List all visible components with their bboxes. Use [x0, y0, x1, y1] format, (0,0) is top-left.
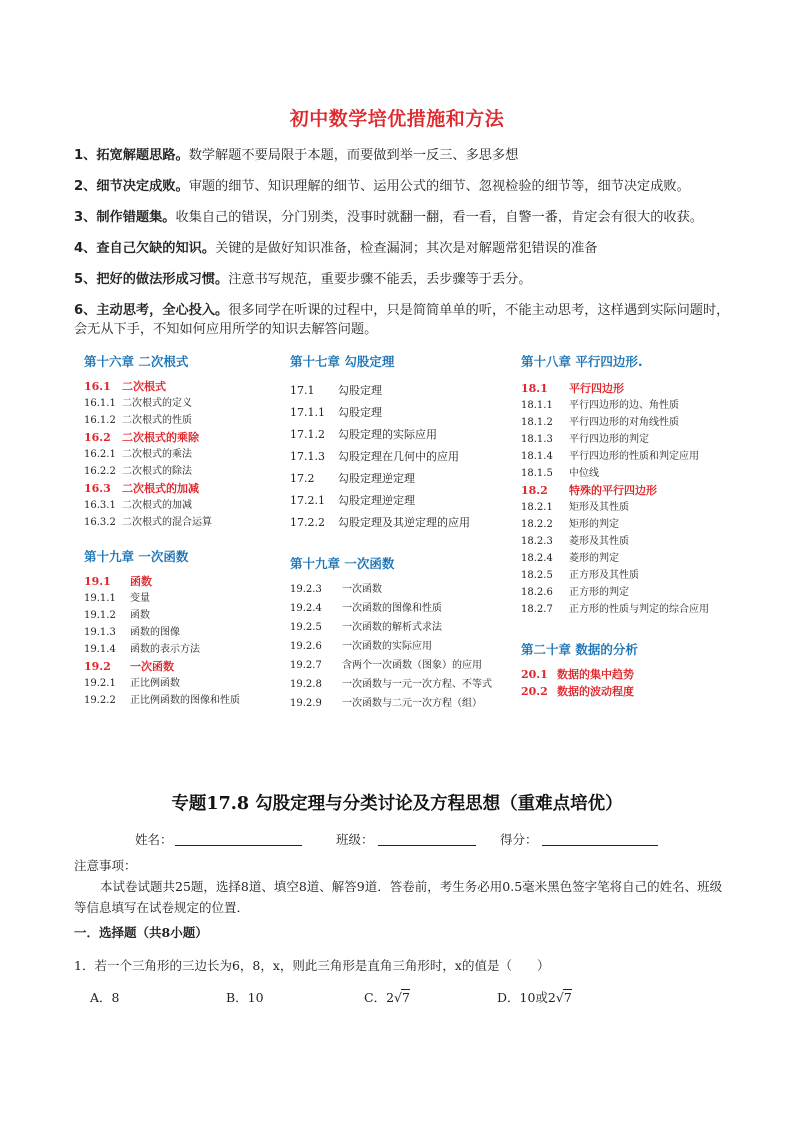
toc-item[interactable]	[290, 618, 520, 637]
toc-list	[290, 380, 520, 534]
toc-item-number: 19.2.8	[290, 679, 322, 690]
toc-item[interactable]	[290, 599, 520, 618]
toc-item[interactable]	[521, 482, 741, 499]
toc-item-label: 正方形的判定	[569, 587, 629, 598]
toc-item[interactable]	[84, 514, 284, 531]
section-title: 专题17.8 勾股定理与分类讨论及方程思想（重难点培优）	[171, 794, 623, 814]
tip-3: 3、制作错题集。收集自己的错误，分门别类，没事时就翻一翻，看一看，自警一番，肯定会有很大的收获。	[74, 210, 703, 225]
toc-item-number: 19.2.2	[84, 695, 116, 706]
toc-item-label: 函数的图像	[130, 627, 180, 638]
toc-item-label: 二次根式的性质	[122, 415, 192, 426]
toc-item[interactable]	[290, 402, 520, 424]
toc-item-label: 勾股定理的实际应用	[338, 428, 437, 441]
toc-item-number: 20.1	[521, 668, 548, 681]
part-heading: 一．选择题（共8小题）	[74, 925, 208, 940]
toc-item-number: 19.1.3	[84, 627, 116, 638]
toc-item-label: 一次函数的解析式求法	[342, 622, 442, 633]
toc-item[interactable]	[84, 480, 284, 497]
toc-item-label: 一次函数与二元一次方程（组）	[342, 698, 482, 709]
toc-item-label: 中位线	[569, 468, 599, 479]
toc-item-label: 正方形及其性质	[569, 570, 639, 581]
toc-item-label: 一次函数与一元一次方程、不等式	[342, 679, 492, 690]
class-field[interactable]	[378, 845, 476, 846]
toc-list	[521, 380, 741, 618]
toc-item-label: 勾股定理	[338, 406, 382, 419]
toc-item-number: 19.2.3	[290, 584, 322, 595]
toc-item[interactable]	[290, 656, 520, 675]
toc-item-number: 16.1	[84, 380, 111, 393]
toc-item-label: 二次根式的乘除	[122, 431, 199, 444]
toc-item-label: 矩形及其性质	[569, 502, 629, 513]
toc-item-number: 19.1.2	[84, 610, 116, 621]
toc-item-label: 勾股定理	[338, 384, 382, 397]
toc-item[interactable]	[521, 465, 741, 482]
toc-item-number: 18.2.3	[521, 536, 553, 547]
toc-item[interactable]	[84, 429, 284, 446]
toc-item-number: 17.1	[290, 384, 315, 397]
toc-item[interactable]	[521, 601, 741, 618]
toc-item-number: 18.1	[521, 382, 548, 395]
toc-item[interactable]	[290, 675, 520, 694]
toc-item-label: 一次函数	[342, 584, 382, 595]
toc-list	[521, 666, 741, 700]
toc-item[interactable]	[84, 590, 284, 607]
toc-item[interactable]	[521, 533, 741, 550]
toc-item-number: 18.1.1	[521, 400, 553, 411]
toc-item[interactable]	[84, 395, 284, 412]
option-b[interactable]: B．10	[226, 990, 264, 1005]
toc-item[interactable]	[290, 380, 520, 402]
toc-item-number: 19.2.7	[290, 660, 322, 671]
toc-item[interactable]	[290, 424, 520, 446]
toc-item-label: 矩形的判定	[569, 519, 619, 530]
toc-item[interactable]	[521, 567, 741, 584]
toc-item-label: 一次函数	[130, 660, 174, 673]
toc-item-number: 18.2.7	[521, 604, 553, 615]
toc-item-number: 19.1	[84, 575, 111, 588]
toc-item[interactable]	[84, 607, 284, 624]
toc-item-number: 19.2.9	[290, 698, 322, 709]
toc-item-number: 18.2.6	[521, 587, 553, 598]
toc-item-number: 17.2.1	[290, 494, 325, 507]
name-field[interactable]	[175, 845, 302, 846]
toc-item-number: 18.2.4	[521, 553, 553, 564]
toc-item[interactable]	[84, 497, 284, 514]
score-label: 得分：	[500, 832, 538, 847]
toc-item[interactable]	[521, 516, 741, 533]
toc-item[interactable]	[84, 573, 284, 590]
toc-item-number: 17.1.2	[290, 428, 325, 441]
toc-item[interactable]	[290, 580, 520, 599]
toc-item-label: 二次根式的乘法	[122, 449, 192, 460]
toc-item-label: 含两个一次函数（图象）的应用	[342, 660, 482, 671]
toc-item-number: 18.1.5	[521, 468, 553, 479]
toc-item[interactable]	[521, 397, 741, 414]
toc-item-label: 数据的集中趋势	[557, 668, 634, 681]
toc-item[interactable]	[290, 694, 520, 713]
toc-item-number: 17.1.3	[290, 450, 325, 463]
toc-item-number: 18.1.4	[521, 451, 553, 462]
option-d[interactable]: D．10或2√7	[497, 990, 572, 1005]
toc-item-number: 16.1.2	[84, 415, 116, 426]
toc-column-1	[84, 352, 284, 709]
toc-item-label: 平行四边形的判定	[569, 434, 649, 445]
toc-item-number: 19.2.5	[290, 622, 322, 633]
toc-item-label: 函数	[130, 610, 150, 621]
toc-item[interactable]	[521, 431, 741, 448]
toc-item-number: 16.3.2	[84, 517, 116, 528]
toc-item-label: 变量	[130, 593, 150, 604]
toc-item-number: 19.1.4	[84, 644, 116, 655]
toc-item-label: 勾股定理逆定理	[338, 472, 415, 485]
toc-item-label: 正比例函数的图像和性质	[130, 695, 240, 706]
toc-item-number: 16.2	[84, 431, 111, 444]
toc-item-number: 16.2.1	[84, 449, 116, 460]
toc-item-number: 19.1.1	[84, 593, 116, 604]
toc-item-number: 19.2.1	[84, 678, 116, 689]
toc-column-2	[290, 352, 520, 713]
score-field[interactable]	[542, 845, 658, 846]
toc-list	[84, 378, 284, 531]
chapter-title: 第十九章 一次函数	[84, 549, 189, 564]
toc-item-label: 二次根式的定义	[122, 398, 192, 409]
toc-list	[290, 580, 520, 713]
toc-item-number: 16.3	[84, 482, 111, 495]
toc-item-number: 17.2.2	[290, 516, 325, 529]
toc-item[interactable]	[84, 641, 284, 658]
toc-item-number: 18.1.2	[521, 417, 553, 428]
toc-item-label: 平行四边形的对角线性质	[569, 417, 679, 428]
tip-1: 1、拓宽解题思路。数学解题不要局限于本题，而要做到举一反三、多思多想	[74, 148, 519, 163]
toc-item[interactable]	[290, 446, 520, 468]
toc-item-label: 函数	[130, 575, 152, 588]
toc-item-label: 平行四边形的性质和判定应用	[569, 451, 699, 462]
toc-item-label: 勾股定理逆定理	[338, 494, 415, 507]
chapter-title: 第十七章 勾股定理	[290, 354, 395, 369]
name-label: 姓名：	[135, 832, 173, 847]
chapter-title: 第十六章 二次根式	[84, 354, 189, 369]
tip-2: 2、细节决定成败。审题的细节、知识理解的细节、运用公式的细节、忽视检验的细节等，细节决定成败。	[74, 179, 690, 194]
toc-item-label: 正方形的性质与判定的综合应用	[569, 604, 709, 615]
toc-item-label: 二次根式	[122, 380, 166, 393]
toc-item-number: 16.3.1	[84, 500, 116, 511]
toc-item[interactable]	[521, 414, 741, 431]
toc-item[interactable]	[290, 468, 520, 490]
toc-item-number: 18.2.2	[521, 519, 553, 530]
toc-item[interactable]	[84, 378, 284, 395]
toc-item-number: 18.2.5	[521, 570, 553, 581]
toc-item-label: 勾股定理及其逆定理的应用	[338, 516, 470, 529]
toc-item[interactable]	[521, 499, 741, 516]
toc-item-number: 18.1.3	[521, 434, 553, 445]
option-a[interactable]: A．8	[90, 990, 120, 1005]
toc-item-label: 勾股定理在几何中的应用	[338, 450, 459, 463]
tip-4: 4、查自己欠缺的知识。关键的是做好知识准备，检查漏洞；其次是对解题常犯错误的准备	[74, 241, 598, 256]
toc-item[interactable]	[84, 692, 284, 709]
toc-item-number: 18.2.1	[521, 502, 553, 513]
toc-item-label: 一次函数的图像和性质	[342, 603, 442, 614]
toc-item-number: 16.2.2	[84, 466, 116, 477]
toc-item-number: 17.2	[290, 472, 315, 485]
toc-item[interactable]	[290, 512, 520, 534]
toc-item[interactable]	[521, 550, 741, 567]
toc-item-label: 平行四边形的边、角性质	[569, 400, 679, 411]
notice-label: 注意事项：	[74, 858, 137, 873]
chapter-title: 第十八章 平行四边形.	[521, 354, 643, 369]
toc-item-label: 特殊的平行四边形	[569, 484, 657, 497]
toc-list	[84, 573, 284, 709]
toc-item-number: 19.2.4	[290, 603, 322, 614]
toc-item-label: 菱形及其性质	[569, 536, 629, 547]
toc-item-label: 一次函数的实际应用	[342, 641, 432, 652]
toc-item[interactable]	[521, 448, 741, 465]
toc-item-label: 函数的表示方法	[130, 644, 200, 655]
toc-item-label: 二次根式的混合运算	[122, 517, 212, 528]
toc-item[interactable]	[84, 658, 284, 675]
toc-item[interactable]	[521, 666, 741, 683]
toc-item[interactable]	[84, 624, 284, 641]
toc-item[interactable]	[84, 412, 284, 429]
toc-item-number: 18.2	[521, 484, 548, 497]
toc-item-label: 正比例函数	[130, 678, 180, 689]
page-title: 初中数学培优措施和方法	[289, 108, 505, 130]
tip-5: 5、把好的做法形成习惯。注意书写规范，重要步骤不能丢，丢步骤等于丢分。	[74, 272, 532, 287]
toc-item-number: 17.1.1	[290, 406, 325, 419]
toc-item[interactable]	[521, 683, 741, 700]
toc-item[interactable]	[84, 446, 284, 463]
toc-item-label: 平行四边形	[569, 382, 624, 395]
toc-item-label: 二次根式的加减	[122, 482, 199, 495]
chapter-title: 第二十章 数据的分析	[521, 642, 638, 657]
toc-item[interactable]	[290, 637, 520, 656]
toc-item[interactable]	[84, 463, 284, 480]
tip-6: 6、主动思考，全心投入。很多同学在听课的过程中，只是简简单单的听，不能主动思考，这样遇到实际问题时，会无从下手，不知如何应用所学的知识去解答问题。	[74, 303, 730, 337]
toc-item[interactable]	[521, 584, 741, 601]
chapter-title: 第十九章 一次函数	[290, 556, 395, 571]
toc-item[interactable]	[290, 490, 520, 512]
toc-column-3	[521, 352, 741, 700]
toc-item-label: 二次根式的除法	[122, 466, 192, 477]
class-label: 班级：	[336, 832, 374, 847]
toc-item-label: 数据的波动程度	[557, 685, 634, 698]
notice-text: 本试卷试题共25题，选择8道、填空8道、解答9道．答卷前，考生务必用0.5毫米黑色签字笔将自己的姓名、班级等信息填写在试卷规定的位置．	[74, 879, 723, 915]
toc-item[interactable]	[84, 675, 284, 692]
question-1: 1．若一个三角形的三边长为6，8，x，则此三角形是直角三角形时，x的值是（ ）	[74, 958, 550, 973]
toc-item-number: 19.2	[84, 660, 111, 673]
toc-item-label: 菱形的判定	[569, 553, 619, 564]
toc-item-number: 16.1.1	[84, 398, 116, 409]
toc-item[interactable]	[521, 380, 741, 397]
toc-item-number: 19.2.6	[290, 641, 322, 652]
option-c[interactable]: C．2√7	[364, 990, 410, 1005]
tips-list	[74, 146, 734, 339]
toc-item-label: 二次根式的加减	[122, 500, 192, 511]
toc-item-number: 20.2	[521, 685, 548, 698]
